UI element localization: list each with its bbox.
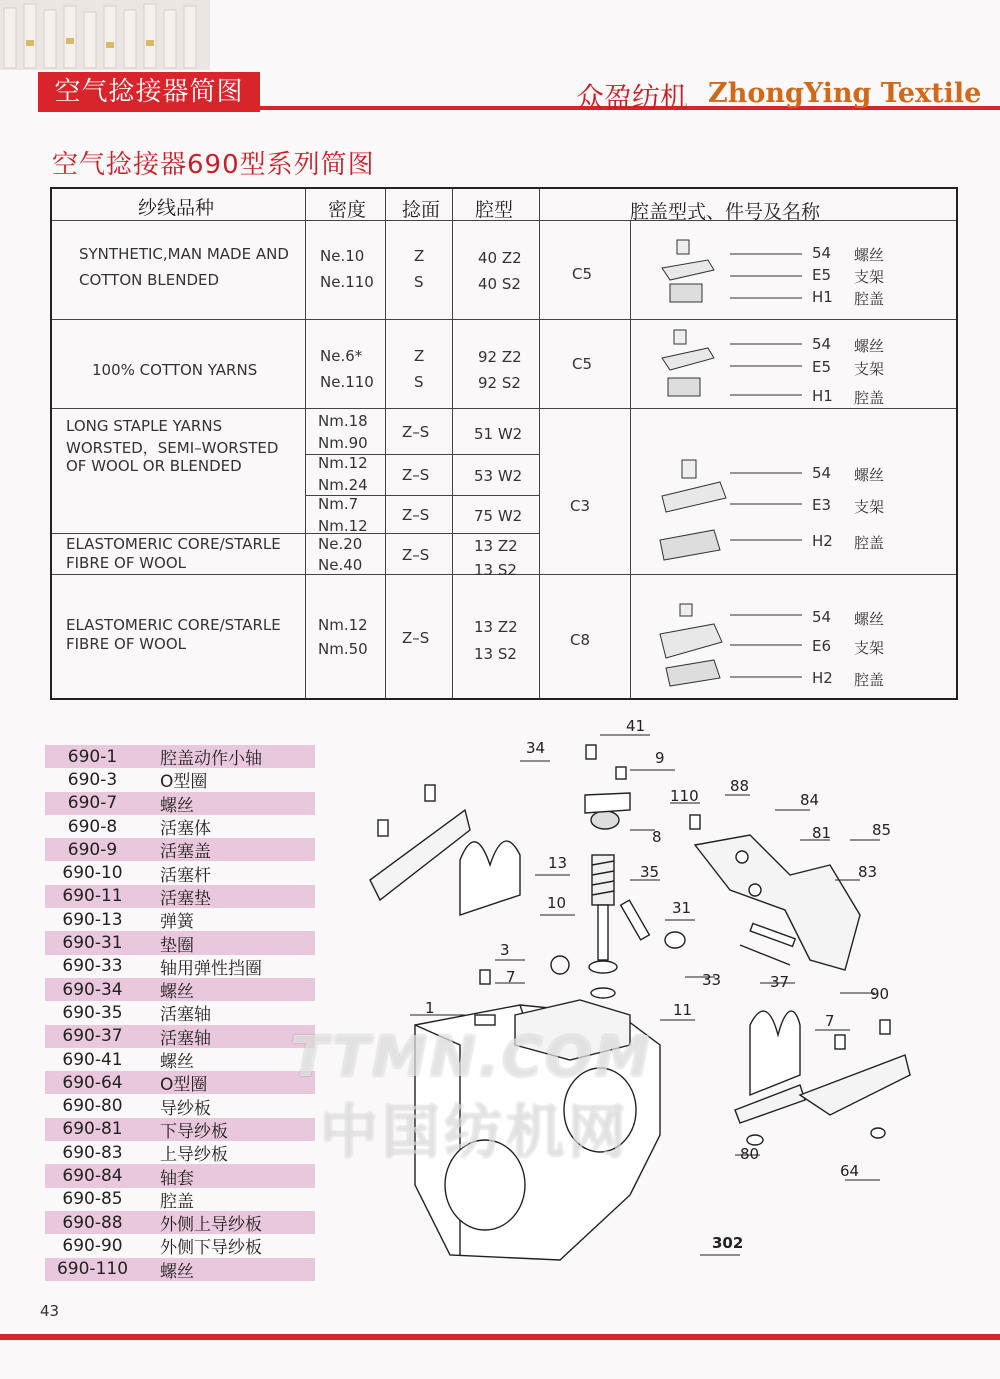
part-number: 690-9 [67,839,118,860]
cap-part-drawings [630,220,956,698]
parts-list-row [45,1025,315,1048]
part-name: 轴套 [160,1168,194,1189]
part-name: 活塞垫 [160,888,211,909]
part-name: 螺丝 [854,466,885,484]
part-code: H1 [812,288,833,306]
parts-list-row [45,908,315,931]
part-number: 690-88 [62,1212,123,1233]
parts-list-row [45,1164,315,1187]
yarn-type: FIBRE OF WOOL [66,554,187,572]
part-name: 腔盖 [160,1191,194,1212]
callout-label: 35 [640,863,660,881]
header-density: 密度 [328,199,367,221]
parts-list-row [45,931,315,954]
twist: Z–S [402,506,430,524]
twist: Z [414,347,425,365]
twist: Z–S [402,466,430,484]
part-number: 690-34 [62,979,123,1000]
brand-name-cn: 众盈纺机 [576,81,689,114]
callout-label: 81 [812,824,832,842]
chamber-type: 13 Z2 [474,537,518,555]
callout-label: 41 [626,717,646,735]
callout-label: 7 [506,968,516,986]
brand-name-en: ZhongYing Textile [708,78,982,109]
twist: Z–S [402,629,430,647]
callout-label: 37 [770,973,790,991]
chamber-type: 92 Z2 [478,348,522,366]
cap-type: C3 [570,497,591,515]
part-number: 690-11 [62,886,123,907]
part-name: 活塞轴 [160,1005,211,1026]
yarn-type: OF WOOL OR BLENDED [66,457,242,475]
chamber-type: 40 Z2 [478,249,522,267]
parts-list-row [45,1001,315,1024]
part-name: 螺丝 [160,1052,194,1073]
part-name: 活塞体 [160,819,211,840]
parts-list-row [45,792,315,815]
part-name: 腔盖动作小轴 [160,749,262,770]
watermark: 中国纺机网 [320,1098,631,1166]
part-code: 54 [812,335,832,353]
parts-list-row [45,1071,315,1094]
parts-list-row [45,955,315,978]
part-name: 支架 [854,268,885,286]
part-number: 690-1 [67,746,118,767]
callout-label: 7 [825,1012,835,1030]
yarn-type: 100% COTTON YARNS [92,361,258,379]
density: Nm.24 [318,476,368,494]
part-name: 活塞盖 [160,842,211,863]
chamber-type: 53 W2 [474,467,523,485]
density: Nm.7 [318,495,359,513]
callout-label: 90 [870,985,890,1003]
parts-list-row [45,1234,315,1257]
part-number: 690-80 [62,1096,123,1117]
part-code: 54 [812,464,832,482]
part-number: 690-31 [62,933,123,954]
part-code: 54 [812,244,832,262]
callout-label: 80 [740,1145,760,1163]
part-number: 690-90 [62,1235,123,1256]
density: Ne.110 [320,373,374,391]
part-code: E5 [812,358,832,376]
parts-list-row [45,1211,315,1234]
part-name: 垫圈 [160,935,194,956]
yarn-type: WORSTED，SEMI–WORSTED [66,439,279,457]
part-number: 690-84 [62,1165,123,1186]
part-name: 螺丝 [160,982,194,1003]
cap-type: C5 [572,265,593,283]
part-number: 690-37 [62,1026,123,1047]
part-name: 螺丝 [160,1261,194,1282]
parts-list-row [45,978,315,1001]
yarn-type: ELASTOMERIC CORE/STARLE [66,616,281,634]
parts-list-row [45,1141,315,1164]
part-name: 腔盖 [854,389,885,407]
part-name: 腔盖 [854,290,885,308]
chamber-type: 40 S2 [478,275,521,293]
chamber-type: 13 S2 [474,645,517,663]
part-name: 下导纱板 [160,1121,228,1142]
density: Nm.90 [318,434,368,452]
part-name: 外侧下导纱板 [160,1238,262,1259]
twist: Z–S [402,423,430,441]
part-name: 活塞轴 [160,1028,211,1049]
callout-label: 84 [800,791,820,809]
exploded-diagram [330,715,930,1300]
part-name: O型圈 [160,772,208,793]
cap-assembly-icon [662,240,714,302]
part-name: 支架 [854,360,885,378]
part-number: 690-85 [62,1189,123,1210]
callout-label: 1 [425,999,435,1017]
spec-table [50,187,958,700]
twist: Z–S [402,546,430,564]
part-name: 螺丝 [854,610,885,628]
part-name: 腔盖 [854,534,885,552]
part-name: 螺丝 [854,246,885,264]
parts-list-row [45,745,315,768]
density: Ne.6* [320,347,363,365]
part-number: 690-8 [67,816,118,837]
yarn-type: SYNTHETIC,MAN MADE AND [79,245,289,263]
callout-label: 85 [872,821,892,839]
part-number: 690-64 [62,1072,123,1093]
part-code: H2 [812,532,833,550]
parts-list-row [45,1094,315,1117]
callout-label: 31 [672,899,692,917]
header-chamber: 腔型 [475,199,514,221]
chamber-type: 92 S2 [478,374,521,392]
yarn-type: ELASTOMERIC CORE/STARLE [66,535,281,553]
watermark: TTMN.COM [290,1025,652,1090]
chamber-type: 13 S2 [474,561,517,579]
page-title: 空气捻接器690型系列简图 [52,150,375,180]
part-number: 690-81 [62,1119,123,1140]
parts-list-row [45,838,315,861]
chamber-type: 51 W2 [474,425,523,443]
parts-list-row [45,1188,315,1211]
callout-label: 64 [840,1162,860,1180]
part-name: 上导纱板 [160,1145,228,1166]
callout-label: 9 [655,749,665,767]
part-name: 导纱板 [160,1098,211,1119]
twist: Z [414,247,425,265]
part-number: 690-33 [62,956,123,977]
part-name: 弹簧 [160,912,194,933]
part-number: 690-83 [62,1142,123,1163]
part-number: 690-3 [67,769,118,790]
callout-label: 88 [730,777,750,795]
callout-label: 8 [652,828,662,846]
part-code: H1 [812,387,833,405]
yarn-type: COTTON BLENDED [79,271,220,289]
page-number: 43 [40,1302,60,1320]
callout-label: 11 [673,1001,693,1019]
parts-list-row [45,885,315,908]
part-name: 外侧上导纱板 [160,1215,262,1236]
chamber-type: 75 W2 [474,507,523,525]
density: Nm.12 [318,616,368,634]
header-twist: 捻面 [402,199,441,221]
density: Nm.12 [318,454,368,472]
part-name: 活塞杆 [160,865,211,886]
part-name: 螺丝 [160,795,194,816]
callout-label: 33 [702,971,722,989]
density: Nm.18 [318,412,368,430]
yarn-type: FIBRE OF WOOL [66,635,187,653]
header-yarn-type: 纱线品种 [138,197,215,219]
density: Ne.40 [318,556,363,574]
part-number: 690-7 [67,793,118,814]
density: Nm.50 [318,640,368,658]
part-name: 支架 [854,498,885,516]
twist: S [414,373,424,391]
part-number: 690-10 [62,863,123,884]
parts-list-row [45,1118,315,1141]
header-spools-image [0,0,210,70]
part-code: 54 [812,608,832,626]
density: Ne.10 [320,247,365,265]
callout-label: 10 [547,894,567,912]
part-number: 690-41 [62,1049,123,1070]
part-code: H2 [812,669,833,687]
parts-list-row [45,861,315,884]
part-name: 支架 [854,639,885,657]
section-label: 空气捻接器简图 [38,72,260,112]
cap-type: C8 [570,631,591,649]
parts-list-row [45,1258,315,1281]
parts-list-row [45,1048,315,1071]
density: Ne.20 [318,535,363,553]
part-number: 690-35 [62,1002,123,1023]
cap-type: C5 [572,355,593,373]
callout-label: 13 [548,854,568,872]
part-name: O型圈 [160,1075,208,1096]
callout-label: 3 [500,941,510,959]
part-code: E5 [812,266,832,284]
header-cap-parts: 腔盖型式、件号及名称 [630,201,821,223]
part-name: 螺丝 [854,337,885,355]
parts-list-row [45,768,315,791]
footer-rule [0,1334,1000,1340]
chamber-type: 13 Z2 [474,618,518,636]
density: Nm.12 [318,517,368,535]
callout-label: 110 [670,787,699,805]
density: Ne.110 [320,273,374,291]
part-code: E3 [812,496,832,514]
part-number: 690-110 [56,1259,129,1280]
yarn-type: LONG STAPLE YARNS [66,417,223,435]
parts-list [45,745,315,1281]
twist: S [414,273,424,291]
callout-label: 302 [712,1234,744,1252]
callout-label: 34 [526,739,546,757]
part-code: E6 [812,637,832,655]
part-name: 腔盖 [854,671,885,689]
part-number: 690-13 [62,909,123,930]
part-name: 轴用弹性挡圈 [160,958,262,979]
parts-list-row [45,815,315,838]
callout-label: 83 [858,863,878,881]
